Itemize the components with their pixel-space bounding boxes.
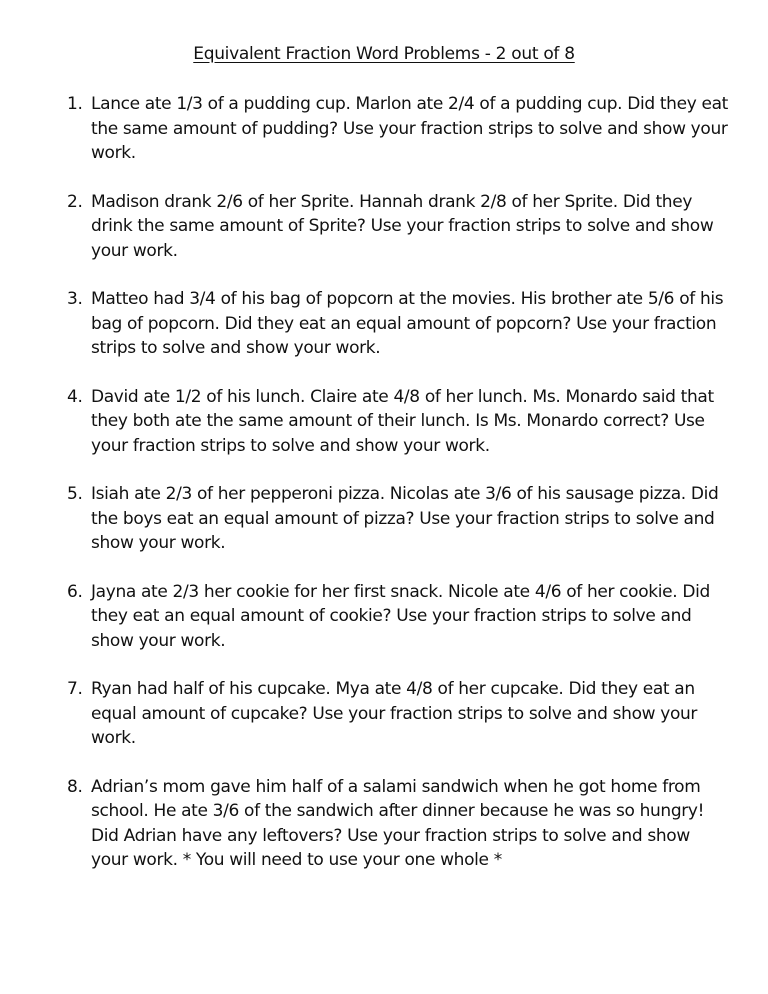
problem-text: Matteo had 3/4 of his bag of popcorn at the movies. His brother ate 5/6 of his bag of popcorn. Did they eat an equal amount of popcorn? Use your fraction strips to solve and show your work. <box>91 289 724 358</box>
problem-number: 6. <box>67 581 83 602</box>
problem-number: 2. <box>67 191 83 212</box>
problem-text: Adrian’s mom gave him half of a salami sandwich when he got home from school. He ate 3/6 of the sandwich after dinner because he was so hungry! Did Adrian have any leftovers? Use your fraction strips to solve and show your work. * You will need to use your one whole * <box>91 776 705 870</box>
problem-item <box>0 580 768 654</box>
page-title: Equivalent Fraction Word Problems - 2 out of 8 <box>193 44 575 64</box>
problem-list <box>0 92 768 897</box>
problem-number: 5. <box>67 484 83 504</box>
problem-item <box>0 482 768 556</box>
problem-text: David ate 1/2 of his lunch. Claire ate 4/8 of her lunch. Ms. Monardo said that they both ate the same amount of their lunch. Is Ms. Monardo correct? Use your fraction strips to solve and show your work. <box>91 386 714 456</box>
problem-text: Lance ate 1/3 of a pudding cup. Marlon ate 2/4 of a pudding cup. Did they eat the same amount of pudding? Use your fraction strips to solve and show your work. <box>91 94 728 163</box>
problem-item <box>0 385 768 459</box>
problem-text: Isiah ate 2/3 of her pepperoni pizza. Nicolas ate 3/6 of his sausage pizza. Did the boys eat an equal amount of pizza? Use your fraction strips to solve and show your work. <box>91 484 719 553</box>
problem-item <box>0 677 768 751</box>
problem-item <box>0 92 768 166</box>
problem-number: 7. <box>67 679 83 699</box>
problem-number: 8. <box>67 776 83 797</box>
problem-number: 3. <box>67 289 83 309</box>
problem-item <box>0 190 768 264</box>
problem-text: Ryan had half of his cupcake. Mya ate 4/8 of her cupcake. Did they eat an equal amount of cupcake? Use your fraction strips to solve and show your work. <box>91 679 698 748</box>
problem-text: Madison drank 2/6 of her Sprite. Hannah drank 2/8 of her Sprite. Did they drink the same amount of Sprite? Use your fraction strips to solve and show your work. <box>91 191 714 261</box>
problem-number: 4. <box>67 386 83 407</box>
problem-item <box>0 287 768 361</box>
problem-item <box>0 775 768 873</box>
problem-text: Jayna ate 2/3 her cookie for her first snack. Nicole ate 4/6 of her cookie. Did they eat an equal amount of cookie? Use your fraction strips to solve and show your work. <box>91 581 710 651</box>
problem-number: 1. <box>67 94 83 114</box>
